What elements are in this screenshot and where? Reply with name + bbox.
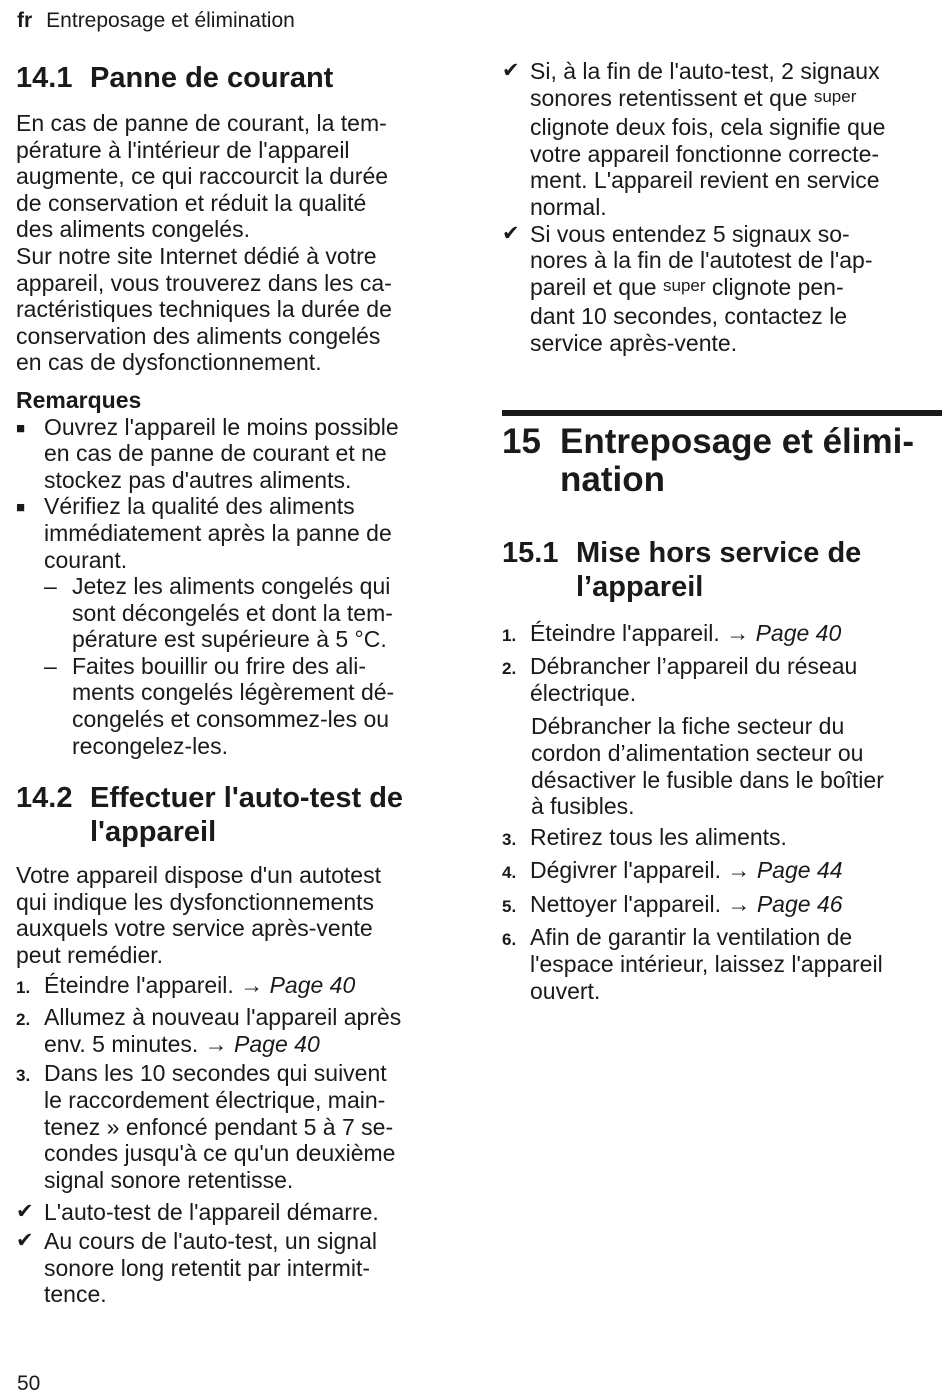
super-indicator: super: [813, 86, 857, 106]
result-item: ✔ Si, à la fin de l'auto-test, 2 signaux sonores retentissent et que super clignote deux fois, cela signifie que votre appareil fonctionne correcte- ment. L'appareil revient en service normal.: [502, 58, 886, 220]
paragraph-website-info: Sur notre site Internet dédié à votre appareil, vous trouverez dans les ca- ractéristiques techniques la durée de conservation des aliments congelés en cas de dysfonctionnement.: [16, 242, 392, 376]
section-divider: [502, 410, 942, 416]
square-bullet-icon: ■: [16, 499, 26, 517]
remark-bullet: ■ Ouvrez l'appareil le moins possible en cas de panne de courant et ne stockez pas d'autres aliments.: [16, 413, 399, 493]
heading-14-2: 14.2 Effectuer l'auto-test de l'appareil: [16, 782, 404, 849]
page-link[interactable]: Page 44: [756, 857, 843, 884]
square-bullet-icon: ■: [16, 419, 26, 437]
step-item: 1. Éteindre l'appareil. → Page 40: [502, 619, 842, 646]
step-item: 2. Débrancher l’appareil du réseau électrique.: [502, 653, 858, 706]
page-link[interactable]: Page 46: [756, 890, 843, 917]
checkmark-icon: ✔: [16, 1200, 34, 1224]
page-number: 50: [17, 1372, 41, 1395]
heading-14-1: 14.1 Panne de courant: [16, 62, 334, 94]
step-item: 2. Allumez à nouveau l'appareil après env. 5 minutes. → Page 40: [16, 1004, 402, 1057]
step-item: 4. Dégivrer l'appareil. → Page 44: [502, 857, 843, 884]
right-column: [502, 58, 942, 1004]
result-item: ✔ L'auto-test de l'appareil démarre.: [16, 1199, 379, 1226]
dash-item: – Jetez les aliments congelés qui sont décongelés et dont la tem- pérature est supérieure à 5 °C.: [44, 573, 393, 653]
step-item: 6. Afin de garantir la ventilation de l'espace intérieur, laissez l'appareil ouvert.: [502, 924, 883, 1004]
step-item: 5. Nettoyer l'appareil. → Page 46: [502, 890, 843, 917]
remarks-label: Remarques: [16, 386, 142, 413]
remark-bullet: ■ Vérifiez la qualité des aliments immédiatement après la panne de courant.: [16, 493, 392, 573]
step-item: 3. Retirez tous les aliments.: [502, 823, 787, 850]
dash-item: – Faites bouillir ou frire des ali- ments congelés légèrement dé- congelés et consommez-les ou recongelez-les.: [44, 652, 395, 759]
paragraph-autotest-intro: Votre appareil dispose d'un autotest qui indique les dysfonctionnements auxquels votre service après-vente peut remédier.: [16, 862, 381, 969]
dash-icon: –: [44, 573, 57, 600]
chapter-title: Entreposage et élimination: [46, 9, 295, 32]
arrow-right-icon: →: [240, 971, 264, 998]
result-item: ✔ Si vous entendez 5 signaux so- nores à la fin de l'autotest de l'ap- pareil et que super clignote pen- dant 10 secondes, contactez le service après-vente.: [502, 220, 873, 356]
checkmark-icon: ✔: [502, 221, 520, 245]
arrow-right-icon: →: [204, 1030, 228, 1057]
paragraph-power-outage: En cas de panne de courant, la tem- pérature à l'intérieur de l'appareil augmente, ce qui raccourcit la durée de conservation et réduit la qualité des aliments congelés.: [16, 110, 389, 243]
arrow-right-icon: →: [727, 857, 751, 884]
arrow-right-icon: →: [727, 890, 751, 917]
dash-icon: –: [44, 652, 57, 679]
heading-15-1: 15.1 Mise hors service de l’appareil: [502, 536, 862, 603]
step-item: 1. Éteindre l'appareil. → Page 40: [16, 971, 356, 998]
checkmark-icon: ✔: [502, 59, 520, 82]
left-column: [16, 58, 456, 1308]
heading-15: 15 Entreposage et élimi- nation: [502, 421, 914, 499]
step-item: 3. Dans les 10 secondes qui suivent le raccordement électrique, main- tenez » enfoncé pendant 5 à 7 se- condes jusqu'à ce qu'un deuxième signal sonore retentisse.: [16, 1060, 396, 1193]
result-item: ✔ Au cours de l'auto-test, un signal sonore long retentit par intermit- tence.: [16, 1227, 377, 1308]
page-link[interactable]: Page 40: [234, 1030, 320, 1057]
language-code: fr: [17, 9, 33, 32]
page-header: [17, 9, 295, 33]
super-indicator: super: [662, 275, 706, 295]
super-freeze-button-icon: »: [106, 1113, 120, 1140]
arrow-right-icon: →: [726, 619, 750, 646]
page-link[interactable]: Page 40: [755, 619, 842, 646]
checkmark-icon: ✔: [16, 1228, 34, 1252]
page-link[interactable]: Page 40: [269, 971, 356, 998]
step-detail: Débrancher la fiche secteur du cordon d’alimentation secteur ou désactiver le fusible dans le boîtier à fusibles.: [531, 713, 884, 820]
